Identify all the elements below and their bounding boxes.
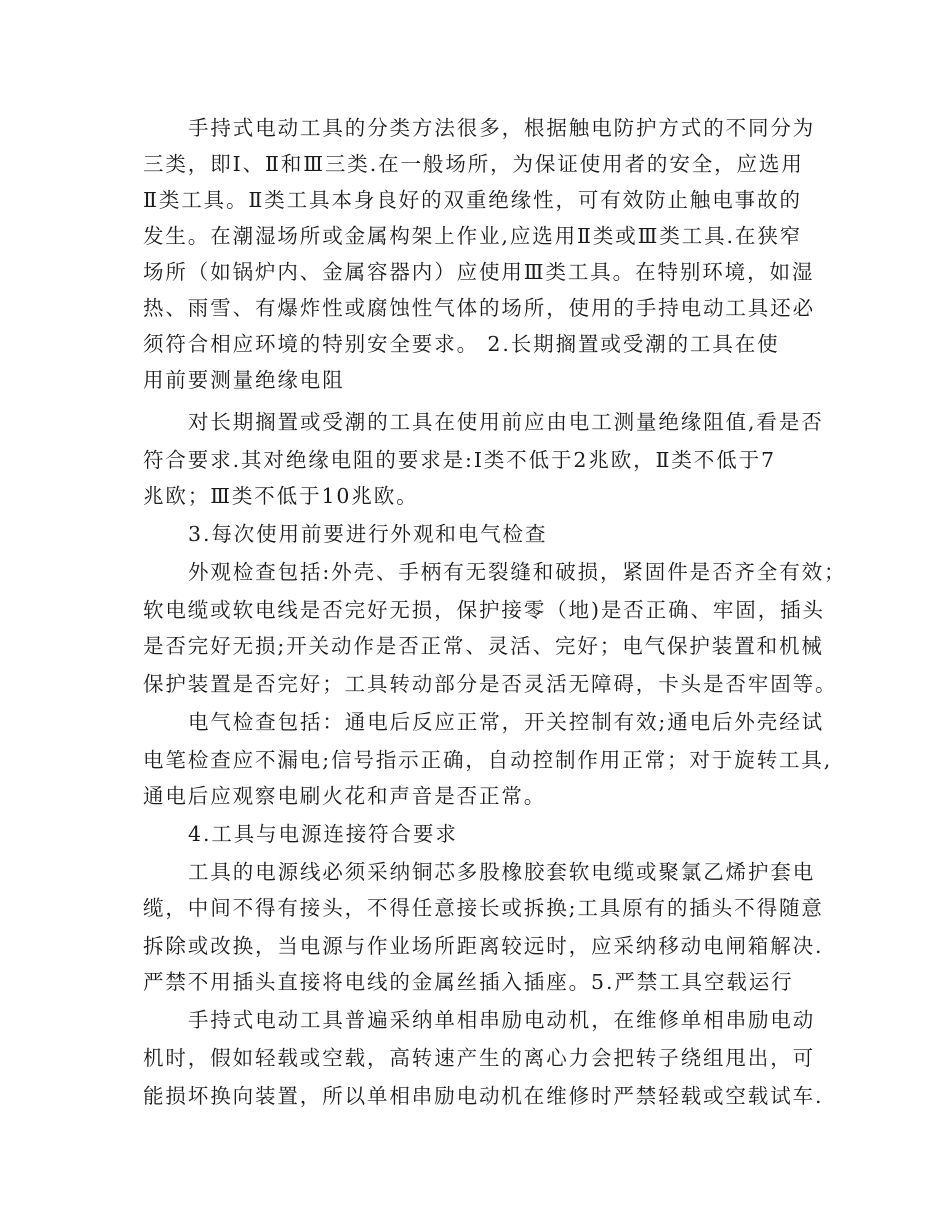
text-line: 工具的电源线必须采纳铜芯多股橡胶套软电缆或聚氯乙烯护套电	[188, 860, 816, 884]
text-line: 三类，即Ⅰ、Ⅱ和Ⅲ三类.在一般场所，为保证使用者的安全，应选用	[143, 152, 804, 176]
text-line: 是否完好无损;开关动作是否正常、灵活、完好；电气保护装置和机械	[143, 634, 824, 658]
text-line: 缆，中间不得有接头，不得任意接长或拆换;工具原有的插头不得随意	[143, 896, 824, 920]
text-line: 拆除或改换，当电源与作业场所距离较远时，应采纳移动电闸箱解决.	[143, 934, 824, 958]
text-line: 用前要测量绝缘电阻	[143, 368, 345, 392]
text-line: 须符合相应环境的特别安全要求。 2.长期搁置或受潮的工具在使	[143, 332, 780, 356]
text-line: 热、雨雪、有爆炸性或腐蚀性气体的场所，使用的手持电动工具还必	[143, 296, 815, 320]
text-line: 严禁不用插头直接将电线的金属丝插入插座。5.严禁工具空载运行	[143, 970, 794, 994]
text-line: 电气检查包括：通电后反应正常，开关控制有效;通电后外壳经试	[188, 710, 825, 734]
text-line: 软电缆或软电线是否完好无损，保护接零（地)是否正确、牢固，插头	[143, 598, 825, 622]
text-line: 保护装置是否完好；工具转动部分是否灵活无障碍，卡头是否牢固等。	[143, 672, 838, 696]
text-line: 发生。在潮湿场所或金属构架上作业,应选用Ⅱ类或Ⅲ类工具.在狭窄	[143, 224, 803, 248]
text-line: 电笔检查应不漏电;信号指示正确，自动控制作用正常；对于旋转工具,	[143, 748, 833, 772]
text-line: 机时，假如轻载或空载，高转速产生的离心力会把转子绕组甩出，可	[143, 1046, 815, 1070]
section-heading: 3.每次使用前要进行外观和电气检查	[188, 522, 548, 546]
text-line: 场所（如锅炉内、金属容器内）应使用Ⅲ类工具。在特别环境，如湿	[143, 260, 815, 284]
text-line: 对长期搁置或受潮的工具在使用前应由电工测量绝缘阻值,看是否	[188, 410, 824, 434]
text-line: 符合要求.其对绝缘电阻的要求是:Ⅰ类不低于2兆欧，Ⅱ类不低于7	[143, 448, 776, 472]
text-line: 能损坏换向装置，所以单相串励电动机在维修时严禁轻载或空载试车.	[143, 1084, 824, 1108]
text-line: 手持式电动工具的分类方法很多，根据触电防护方式的不同分为	[188, 116, 816, 140]
text-line: 通电后应观察电刷火花和声音是否正常。	[143, 784, 547, 808]
section-heading: 4.工具与电源连接符合要求	[188, 822, 458, 846]
text-line: 手持式电动工具普遍采纳单相串励电动机，在维修单相串励电动	[188, 1008, 816, 1032]
text-line: Ⅱ类工具。Ⅱ类工具本身良好的双重绝缘性，可有效防止触电事故的	[143, 188, 802, 212]
text-line: 兆欧；Ⅲ类不低于10兆欧。	[143, 484, 419, 508]
text-line: 外观检查包括:外壳、手柄有无裂缝和破损，紧固件是否齐全有效；	[188, 560, 847, 584]
